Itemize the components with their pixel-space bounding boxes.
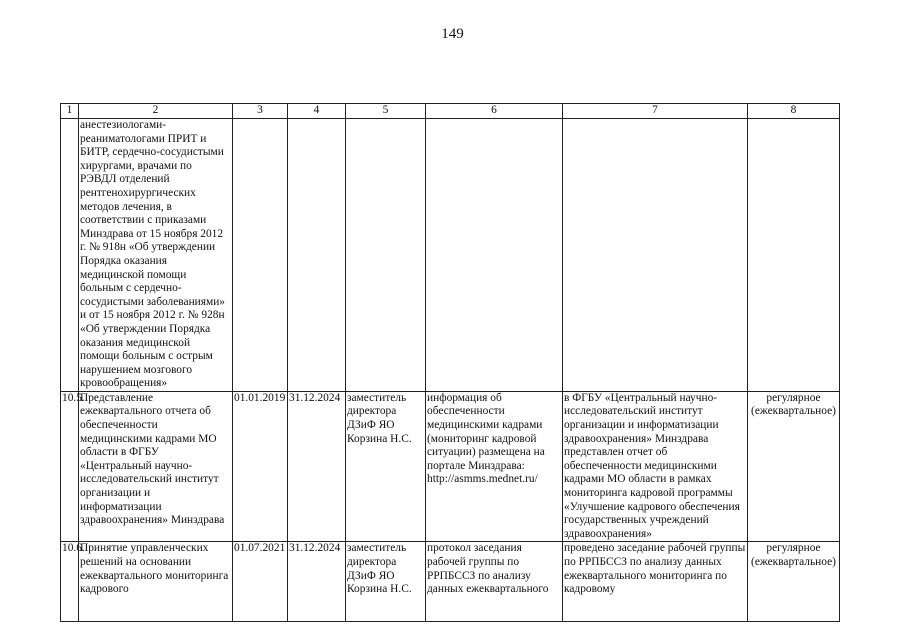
header-cell-6: 6 (426, 104, 563, 119)
table-row (61, 119, 840, 392)
expected-result: проведено заседание рабочей группы по РРПБССЗ по анализу данных ежеквартального мониторинга по кадровому (563, 542, 748, 622)
table-row (61, 391, 840, 542)
header-cell-2: 2 (79, 104, 233, 119)
start-date (233, 119, 288, 392)
header-cell-5: 5 (346, 104, 426, 119)
expected-result: в ФГБУ «Центральный научно-исследовательский институт организации и информатизации здравоохранения» Минздрава представлен отчет об обеспеченности медицинскими кадрами МО области в рамках мониторинга кадровой программы «Улучшение кадрового обеспечения государственных учреждений здравоохранения» (563, 391, 748, 542)
page-number: 149 (441, 26, 464, 42)
responsible (346, 119, 426, 392)
end-date (288, 119, 346, 392)
row-number: 10.6. (61, 542, 79, 622)
start-date: 01.07.2021 (233, 542, 288, 622)
header-row (61, 104, 840, 119)
row-number (61, 119, 79, 392)
periodicity (748, 119, 840, 392)
document-type: информация об обеспеченности медицинскими кадрами (мониторинг кадровой ситуации) размещена на портале Минздрава: http://asmms.mednet.ru/ (426, 391, 563, 542)
expected-result (563, 119, 748, 392)
measure-name: Представление ежеквартального отчета об обеспеченности медицинскими кадрами МО области в ФГБУ «Центральный научно-исследовательский институт организации и информатизации здравоохранения» Минздрава (79, 391, 233, 542)
table-row (61, 542, 840, 622)
start-date: 01.01.2019 (233, 391, 288, 542)
document-table-container (60, 103, 839, 640)
periodicity: регулярное (ежеквартальное) (748, 542, 840, 622)
responsible: заместитель директора ДЗиФ ЯО Корзина Н.С. (346, 542, 426, 622)
document-type: протокол заседания рабочей группы по РРПБССЗ по анализу данных ежеквартального (426, 542, 563, 622)
header-cell-1: 1 (61, 104, 79, 119)
header-cell-7: 7 (563, 104, 748, 119)
responsible: заместитель директора ДЗиФ ЯО Корзина Н.С. (346, 391, 426, 542)
end-date: 31.12.2024 (288, 542, 346, 622)
end-date: 31.12.2024 (288, 391, 346, 542)
measures-table (60, 103, 840, 622)
row-number: 10.5. (61, 391, 79, 542)
periodicity: регулярное (ежеквартальное) (748, 391, 840, 542)
header-cell-3: 3 (233, 104, 288, 119)
header-cell-4: 4 (288, 104, 346, 119)
header-cell-8: 8 (748, 104, 840, 119)
document-type (426, 119, 563, 392)
measure-name: анестезиологами-реаниматологами ПРИТ и БИТР, сердечно-сосудистыми хирургами, врачами по РЭВДЛ отделений рентгенохирургических методов лечения, в соответствии с приказами Минздрава от 15 ноября 2012 г. № 918н «Об утверждении Порядка оказания медицинской помощи больным с сердечно-сосудистыми заболеваниями» и от 15 ноября 2012 г. № 928н «Об утверждении Порядка оказания медицинской помощи больным с острым нарушением мозгового кровообращения» (79, 119, 233, 392)
measure-name: Принятие управленческих решений на основании ежеквартального мониторинга кадрового (79, 542, 233, 622)
